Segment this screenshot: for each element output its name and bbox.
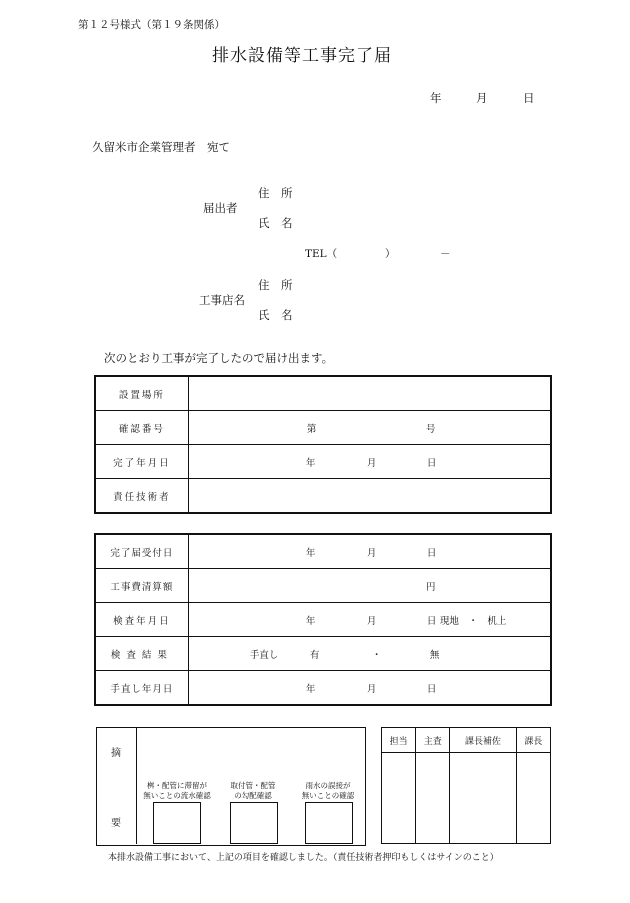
date-year: 年 [430, 91, 442, 105]
approval-stamp-chief[interactable] [416, 753, 450, 844]
rework-text: 手直し [249, 649, 279, 661]
tel-label: TEL（ [305, 248, 338, 260]
applicant-name-label: 氏 名 [258, 216, 293, 230]
field-confirm-number[interactable] [188, 411, 551, 445]
go-text: 号 [425, 423, 436, 435]
field-received-date[interactable] [188, 534, 551, 569]
approval-table [381, 727, 551, 844]
tel-dash: － [440, 248, 451, 260]
contractor-name-label: 氏 名 [258, 308, 293, 322]
label-received-date: 完了届受付日 [95, 534, 188, 569]
approval-header-staff: 担当 [382, 728, 416, 753]
day-text: 日 [426, 547, 437, 559]
check-box-flow[interactable] [153, 802, 201, 844]
yes-option[interactable]: 有 [309, 649, 320, 661]
table-row [95, 376, 551, 411]
label-rework-date: 手直し年月日 [95, 671, 188, 706]
approval-header-manager: 課長 [516, 728, 550, 753]
label-cost: 工事費清算額 [95, 569, 188, 603]
field-engineer[interactable] [188, 479, 551, 514]
year-text: 年 [305, 683, 316, 695]
remarks-divider [136, 727, 137, 844]
year-text: 年 [305, 615, 316, 627]
remarks-label-top: 摘 [111, 748, 121, 759]
applicant-address-label: 住 所 [258, 186, 293, 200]
date-month: 月 [476, 91, 488, 105]
check-box-slope[interactable] [230, 802, 278, 844]
approval-header-deputy: 課長補佐 [450, 728, 517, 753]
approval-stamp-manager[interactable] [516, 753, 550, 844]
month-text: 月 [366, 615, 377, 627]
field-inspection-date[interactable] [188, 603, 551, 637]
check-caption-rainwater: 雨水の誤接が 無いことの確認 [301, 781, 355, 800]
check-box-rainwater[interactable] [305, 802, 353, 844]
day-text: 日 [426, 457, 437, 469]
table-row [95, 671, 551, 706]
table-row [95, 411, 551, 445]
approval-header-chief: 主査 [416, 728, 450, 753]
month-text: 月 [366, 547, 377, 559]
year-text: 年 [305, 547, 316, 559]
field-completion-date[interactable] [188, 445, 551, 479]
addressee: 久留米市企業管理者 宛て [92, 140, 230, 154]
table-row [95, 445, 551, 479]
no-option[interactable]: 無 [429, 649, 440, 661]
approval-stamp-staff[interactable] [382, 753, 416, 844]
form-title: 排水設備等工事完了届 [212, 46, 392, 66]
footer-note: 本排水設備工事において、上記の項目を確認しました。（責任技術者押印もしくはサインのこと） [108, 853, 499, 863]
contractor-address-label: 住 所 [258, 278, 293, 292]
inspection-table [94, 533, 552, 706]
date-day: 日 [523, 91, 535, 105]
month-text: 月 [366, 457, 377, 469]
approval-stamp-deputy[interactable] [450, 753, 517, 844]
field-rework-date[interactable] [188, 671, 551, 706]
label-inspection-result: 検査結果 [95, 637, 188, 671]
month-text: 月 [366, 683, 377, 695]
completion-table [94, 375, 552, 514]
label-confirm-number: 確認番号 [95, 411, 188, 445]
contractor-label: 工事店名 [199, 293, 245, 307]
label-engineer: 責任技術者 [95, 479, 188, 514]
table-row [95, 603, 551, 637]
statement: 次のとおり工事が完了したので届け出ます。 [104, 351, 334, 365]
remarks-label-bottom: 要 [111, 818, 121, 829]
separator-dot: ・ [371, 649, 382, 661]
check-caption-flow: 桝・配管に滞留が 無いことの流水確認 [143, 781, 211, 800]
label-inspection-date: 検査年月日 [95, 603, 188, 637]
table-row [95, 569, 551, 603]
day-text: 日 [426, 683, 437, 695]
field-inspection-result[interactable] [188, 637, 551, 671]
field-location[interactable] [188, 376, 551, 411]
table-row [95, 637, 551, 671]
check-caption-slope: 取付管・配管 の勾配確認 [230, 781, 276, 800]
table-row [95, 534, 551, 569]
day-text: 日 [426, 615, 437, 627]
label-completion-date: 完了年月日 [95, 445, 188, 479]
table-row [95, 479, 551, 514]
form-number: 第１２号様式（第１９条関係） [78, 19, 225, 31]
field-cost[interactable] [188, 569, 551, 603]
label-location: 設置場所 [95, 376, 188, 411]
year-text: 年 [305, 457, 316, 469]
tel-close: ） [385, 248, 396, 260]
applicant-label: 届出者 [203, 201, 238, 215]
dai-text: 第 [306, 423, 317, 435]
yen-text: 円 [425, 581, 436, 593]
inspection-place[interactable]: 現地 ・ 机上 [439, 615, 507, 627]
